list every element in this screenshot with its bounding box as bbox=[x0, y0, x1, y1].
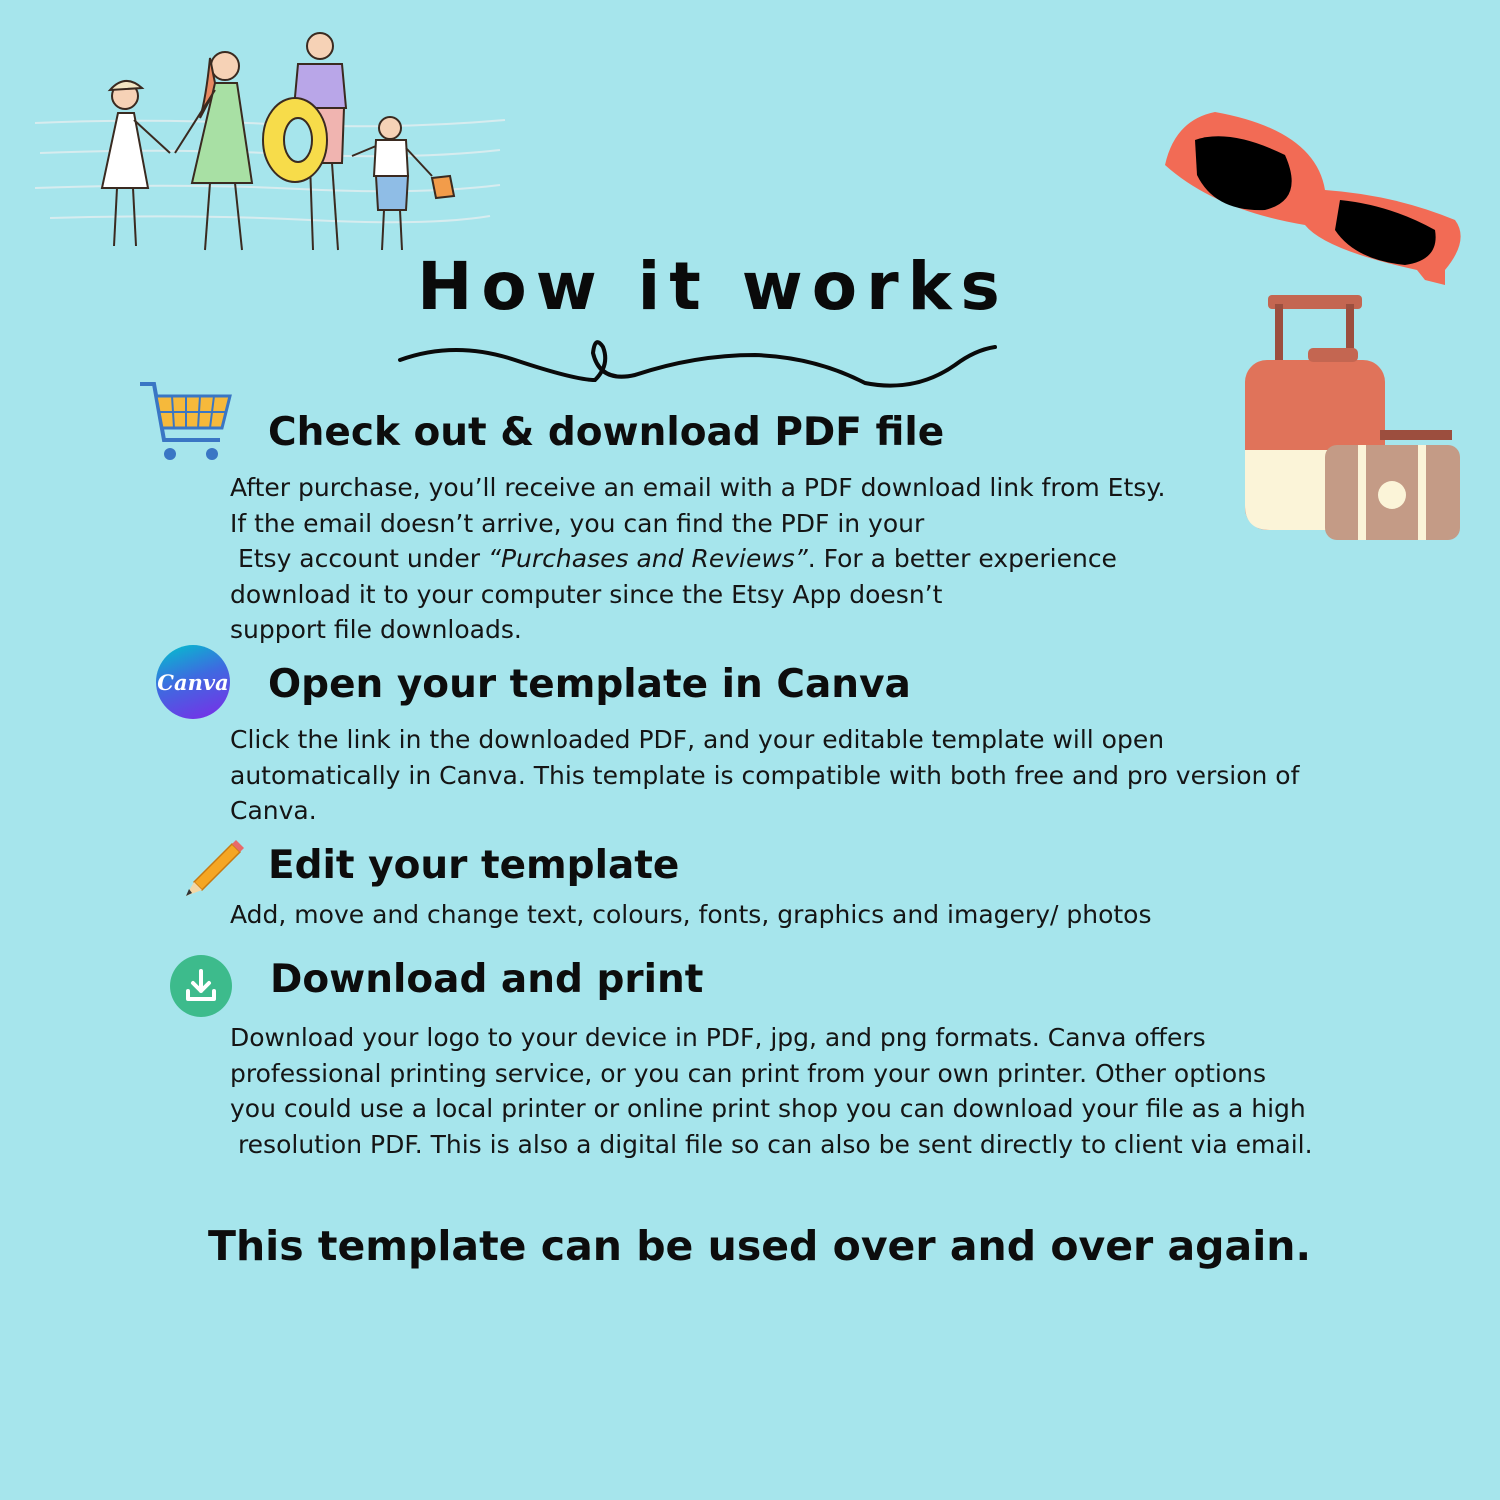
step-title-checkout: Check out & download PDF file bbox=[268, 410, 945, 455]
step-body-download bbox=[230, 1020, 1313, 1162]
canva-logo-text: Canva bbox=[157, 669, 229, 695]
step-line: If the email doesn’t arrive, you can find the PDF in your bbox=[230, 508, 925, 538]
step-line bbox=[230, 541, 1166, 577]
pencil-icon bbox=[180, 836, 246, 902]
step-line: Download your logo to your device in PDF, jpg, and png formats. Canva offers bbox=[230, 1023, 1206, 1052]
download-arrow-icon bbox=[170, 955, 232, 1017]
step-line: After purchase, you’ll receive an email with a PDF download link from Etsy. bbox=[230, 473, 1166, 502]
step-line: support file downloads. bbox=[230, 615, 522, 645]
step-line: Click the link in the downloaded PDF, and your editable template will open bbox=[230, 725, 1165, 754]
footer-note: This template can be used over and over again. bbox=[208, 1222, 1312, 1270]
step-line: professional printing service, or you can print from your own printer. Other options bbox=[230, 1058, 1266, 1088]
step-line: Add, move and change text, colours, fonts, graphics and imagery/ photos bbox=[230, 900, 1152, 929]
step-line-text: . For a better experience bbox=[807, 544, 1117, 574]
step-line: download it to your computer since the Etsy App doesn’t bbox=[230, 579, 943, 609]
purchases-and-reviews-text: “Purchases and Reviews” bbox=[488, 544, 808, 574]
step-line: Canva. bbox=[230, 796, 317, 826]
step-title-edit: Edit your template bbox=[268, 843, 680, 888]
suitcases-illustration bbox=[1240, 290, 1465, 540]
canva-logo-icon bbox=[156, 645, 230, 719]
step-line: you could use a local printer or online print shop you can download your file as a high bbox=[230, 1094, 1306, 1124]
step-line: automatically in Canva. This template is compatible with both free and pro version of bbox=[230, 760, 1300, 790]
step-body-open-canva bbox=[230, 722, 1299, 829]
step-line: resolution PDF. This is also a digital file so can also be sent directly to client via email. bbox=[230, 1129, 1313, 1159]
decorative-swirl bbox=[395, 335, 1000, 395]
step-body-checkout bbox=[230, 470, 1166, 648]
step-line-text: Etsy account under bbox=[230, 544, 489, 574]
download-icon bbox=[170, 955, 232, 1017]
page-title: How it works bbox=[417, 248, 1009, 325]
step-title-open-canva: Open your template in Canva bbox=[268, 662, 911, 707]
step-title-download: Download and print bbox=[270, 957, 704, 1002]
beach-family-illustration bbox=[30, 28, 510, 260]
step-body-edit bbox=[230, 897, 1151, 933]
shopping-cart-icon bbox=[138, 378, 234, 468]
